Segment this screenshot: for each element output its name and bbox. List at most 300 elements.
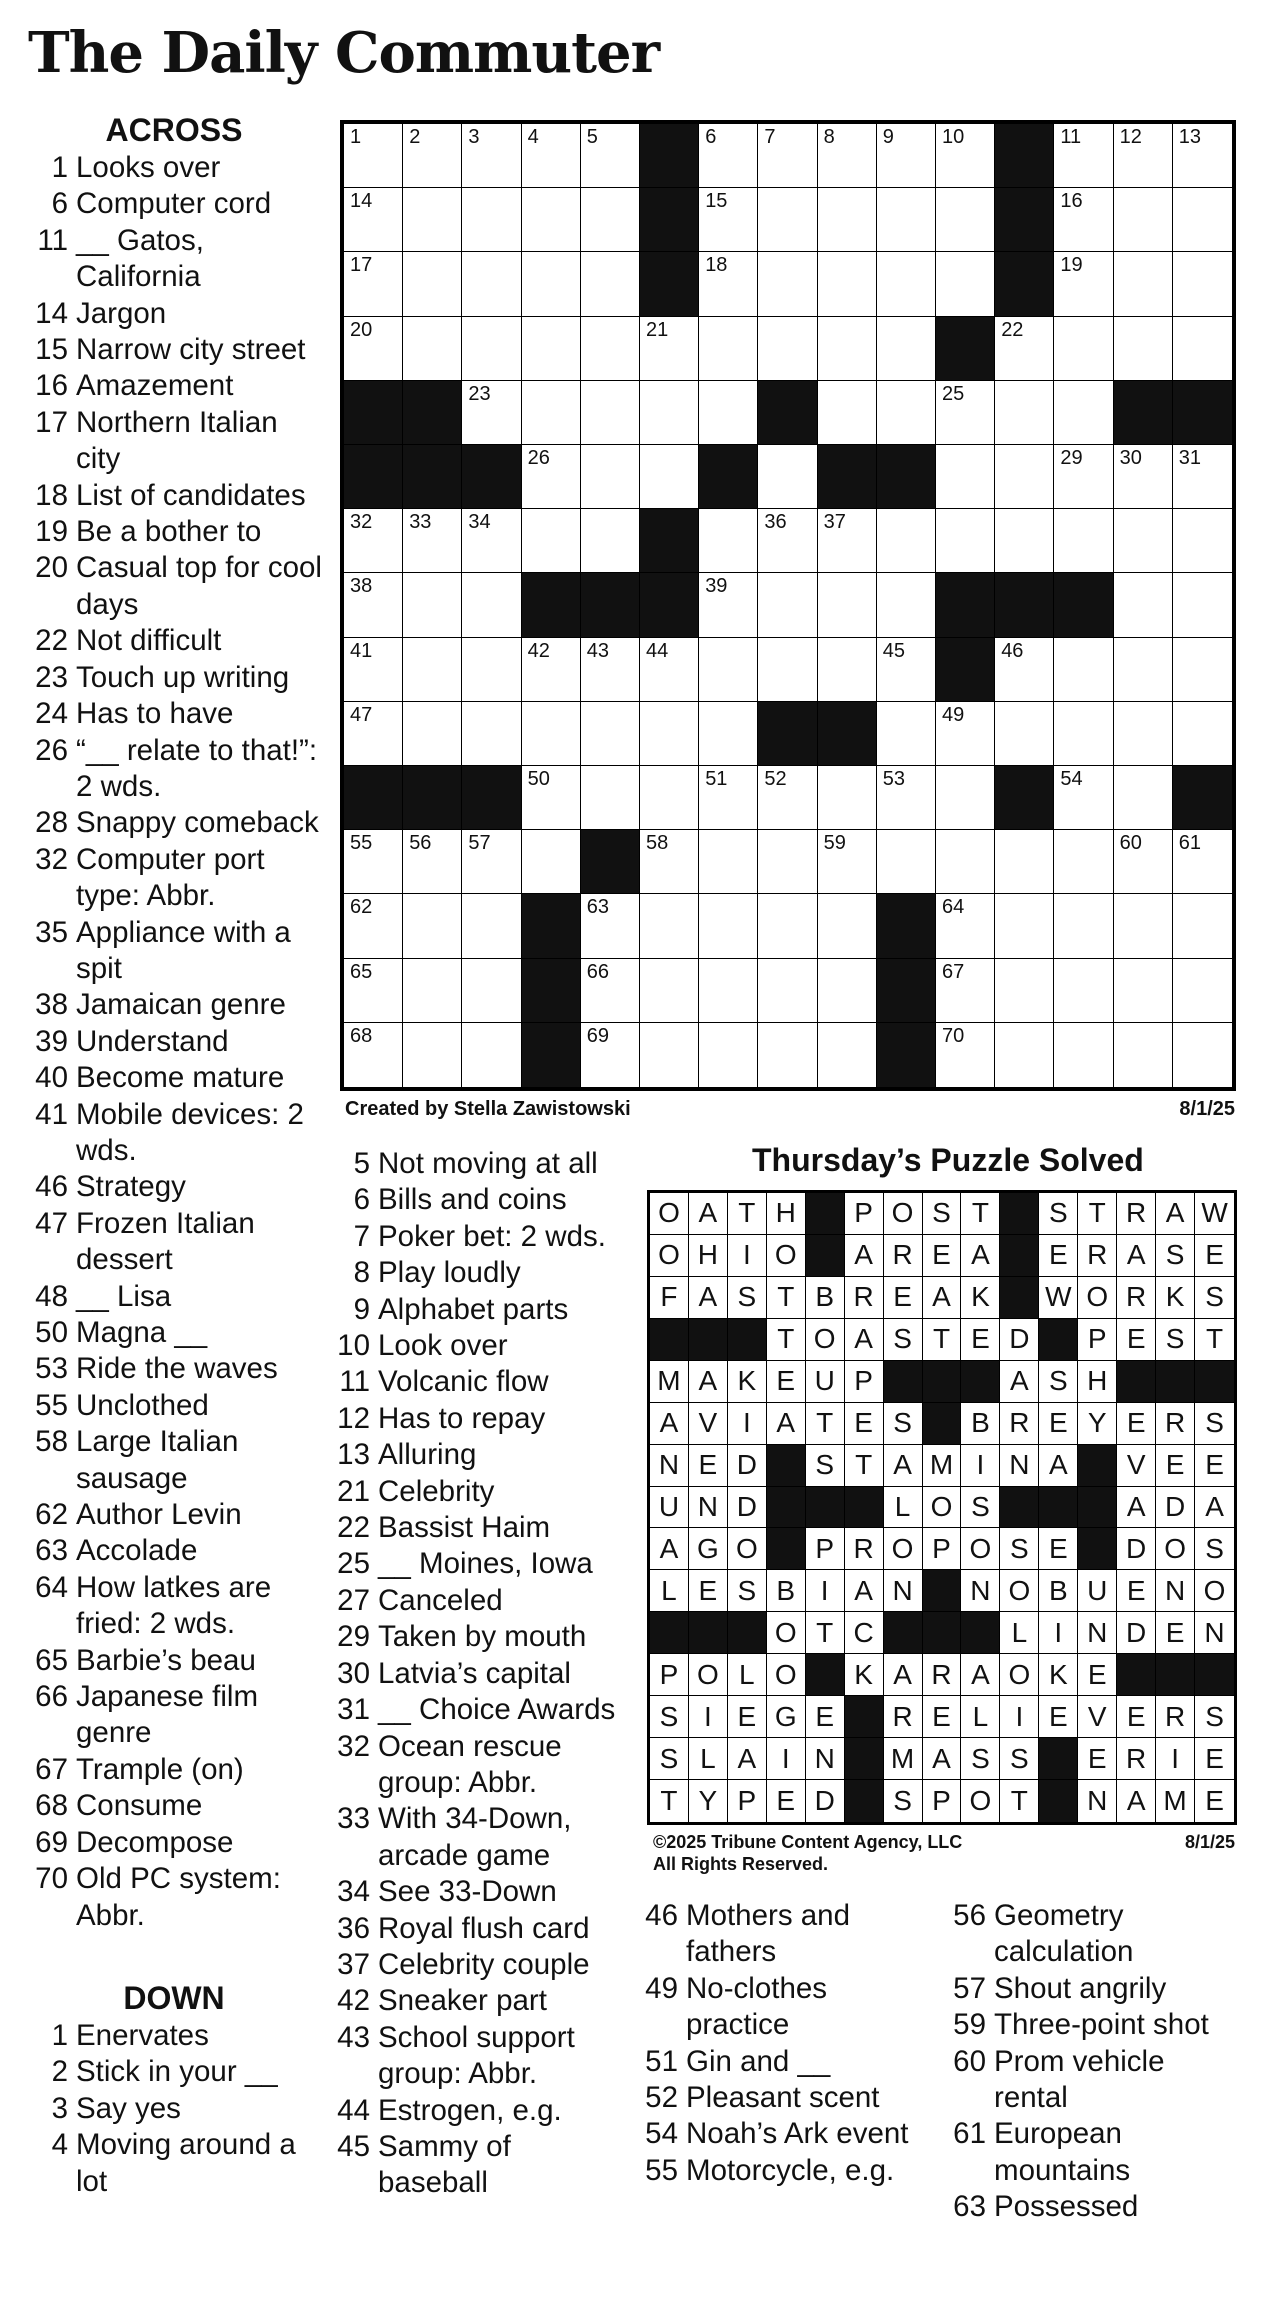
- grid-cell[interactable]: [1114, 638, 1173, 702]
- clue-item: [326, 1146, 626, 1182]
- solution-cell: [1117, 1319, 1156, 1361]
- clue-item: [326, 1182, 626, 1218]
- grid-cell[interactable]: [1054, 766, 1113, 830]
- grid-cell[interactable]: [462, 1023, 521, 1087]
- grid-cell[interactable]: [758, 317, 817, 381]
- grid-cell[interactable]: [1114, 702, 1173, 766]
- grid-cell[interactable]: [1173, 638, 1232, 702]
- solution-cell: [806, 1319, 845, 1361]
- grid-cell[interactable]: [818, 638, 877, 702]
- solution-letter: P: [659, 1658, 679, 1690]
- clue-item: [24, 1024, 324, 1060]
- grid-cell[interactable]: [1173, 317, 1232, 381]
- solution-black-square: [845, 1487, 884, 1529]
- grid-cell[interactable]: [936, 959, 995, 1023]
- grid-cell[interactable]: [522, 830, 581, 894]
- grid-cell[interactable]: [462, 959, 521, 1023]
- grid-cell[interactable]: [995, 830, 1054, 894]
- grid-cell[interactable]: [344, 573, 403, 637]
- grid-cell[interactable]: [640, 702, 699, 766]
- solution-letter: O: [658, 1197, 680, 1229]
- clue-text: Northern Italian city: [76, 405, 278, 476]
- solution-cell: [767, 1235, 806, 1277]
- grid-cell[interactable]: [640, 830, 699, 894]
- grid-cell[interactable]: [1054, 317, 1113, 381]
- grid-cell[interactable]: [818, 830, 877, 894]
- solution-letter: E: [1087, 1658, 1107, 1690]
- grid-cell[interactable]: [1114, 766, 1173, 830]
- solution-letter: E: [971, 1323, 990, 1355]
- grid-cell[interactable]: [403, 188, 462, 252]
- solution-letter: E: [815, 1700, 835, 1732]
- grid-cell[interactable]: [699, 317, 758, 381]
- grid-cell[interactable]: [1114, 509, 1173, 573]
- grid-cell[interactable]: [936, 830, 995, 894]
- clue-number: 1: [51, 151, 68, 184]
- grid-cell[interactable]: [403, 638, 462, 702]
- grid-cell[interactable]: [640, 381, 699, 445]
- grid-cell[interactable]: [936, 894, 995, 958]
- solution-letter: E: [1048, 1532, 1068, 1564]
- solution-cell: [1078, 1570, 1117, 1612]
- solution-cell: [923, 1319, 962, 1361]
- grid-cell[interactable]: [877, 766, 936, 830]
- clue-number: 64: [35, 1570, 68, 1604]
- clue-item: [634, 1971, 934, 2044]
- grid-cell[interactable]: [1054, 702, 1113, 766]
- grid-cell[interactable]: [522, 766, 581, 830]
- grid-cell[interactable]: [699, 702, 758, 766]
- grid-cell[interactable]: [818, 252, 877, 316]
- grid-cell[interactable]: [522, 188, 581, 252]
- grid-cell[interactable]: [1173, 573, 1232, 637]
- cell-number: 60: [1119, 832, 1142, 855]
- solution-letter: E: [776, 1785, 796, 1817]
- grid-cell[interactable]: [699, 894, 758, 958]
- grid-cell[interactable]: [344, 509, 403, 573]
- solution-letter: R: [1126, 1281, 1147, 1313]
- grid-cell[interactable]: [403, 252, 462, 316]
- grid-cell[interactable]: [758, 445, 817, 509]
- clue-text: __ Gatos, California: [76, 223, 204, 294]
- grid-cell[interactable]: [699, 830, 758, 894]
- grid-cell[interactable]: [1173, 1023, 1232, 1087]
- grid-cell[interactable]: [1114, 959, 1173, 1023]
- clue-number: 66: [35, 1680, 68, 1714]
- grid-cell[interactable]: [699, 573, 758, 637]
- grid-cell[interactable]: [640, 317, 699, 381]
- solution-letter: O: [930, 1490, 953, 1522]
- grid-cell[interactable]: [522, 445, 581, 509]
- grid-cell[interactable]: [403, 702, 462, 766]
- grid-cell[interactable]: [581, 766, 640, 830]
- clue-item: [24, 696, 324, 732]
- solution-letter: S: [1205, 1281, 1224, 1313]
- grid-cell[interactable]: [1173, 509, 1232, 573]
- grid-cell[interactable]: [581, 959, 640, 1023]
- solution-cell: [961, 1696, 1000, 1738]
- grid-cell[interactable]: [995, 445, 1054, 509]
- grid-cell[interactable]: [877, 509, 936, 573]
- grid-cell[interactable]: [1173, 252, 1232, 316]
- solution-cell: [1000, 1361, 1039, 1403]
- grid-cell[interactable]: [344, 317, 403, 381]
- clue-text: __ Lisa: [76, 1279, 172, 1313]
- grid-cell[interactable]: [522, 317, 581, 381]
- grid-cell[interactable]: [344, 702, 403, 766]
- grid-cell[interactable]: [344, 1023, 403, 1087]
- solution-cell: [728, 1235, 767, 1277]
- solution-cell: [689, 1403, 728, 1445]
- grid-cell[interactable]: [403, 573, 462, 637]
- grid-cell[interactable]: [462, 830, 521, 894]
- grid-cell[interactable]: [936, 381, 995, 445]
- grid-cell[interactable]: [995, 509, 1054, 573]
- grid-cell[interactable]: [758, 188, 817, 252]
- grid-cell[interactable]: [995, 894, 1054, 958]
- grid-cell[interactable]: [936, 445, 995, 509]
- clue-text: Moving around a lot: [76, 2128, 296, 2198]
- clue-text: Barbie’s beau: [76, 1643, 256, 1677]
- grid-cell[interactable]: [818, 959, 877, 1023]
- grid-cell[interactable]: [1054, 509, 1113, 573]
- solution-letter: R: [853, 1532, 874, 1564]
- solution-cell: [728, 1780, 767, 1822]
- solution-black-square: [1117, 1654, 1156, 1696]
- solution-cell: [845, 1654, 884, 1696]
- clue-item: [24, 2127, 324, 2200]
- cell-number: 41: [350, 639, 373, 662]
- grid-cell[interactable]: [758, 638, 817, 702]
- grid-cell[interactable]: [462, 573, 521, 637]
- clue-item: [24, 660, 324, 696]
- grid-cell[interactable]: [462, 124, 521, 188]
- grid-cell[interactable]: [1054, 959, 1113, 1023]
- grid-cell[interactable]: [581, 509, 640, 573]
- grid-black-square: [344, 766, 403, 830]
- solution-letter: P: [932, 1785, 951, 1817]
- solution-letter: P: [1087, 1323, 1107, 1355]
- grid-black-square: [522, 894, 581, 958]
- solution-cell: [961, 1570, 1000, 1612]
- grid-cell[interactable]: [1173, 445, 1232, 509]
- grid-cell[interactable]: [818, 573, 877, 637]
- solution-cell: [1195, 1528, 1234, 1570]
- grid-cell[interactable]: [877, 188, 936, 252]
- grid-cell[interactable]: [1114, 894, 1173, 958]
- clue-item: [24, 150, 324, 186]
- grid-cell[interactable]: [936, 702, 995, 766]
- puzzle-credit: Created by Stella Zawistowski: [345, 1098, 631, 1120]
- grid-black-square: [995, 766, 1054, 830]
- grid-cell[interactable]: [758, 894, 817, 958]
- solution-cell: [1117, 1487, 1156, 1529]
- grid-cell[interactable]: [758, 1023, 817, 1087]
- grid-cell[interactable]: [462, 381, 521, 445]
- grid-cell[interactable]: [344, 830, 403, 894]
- grid-cell[interactable]: [403, 830, 462, 894]
- solution-cell: [961, 1403, 1000, 1445]
- grid-cell[interactable]: [877, 830, 936, 894]
- grid-cell[interactable]: [699, 188, 758, 252]
- solution-letter: R: [892, 1700, 913, 1732]
- grid-cell[interactable]: [877, 573, 936, 637]
- solution-letter: H: [775, 1197, 796, 1229]
- solution-letter: D: [1164, 1490, 1186, 1522]
- grid-cell[interactable]: [1114, 830, 1173, 894]
- grid-cell[interactable]: [877, 381, 936, 445]
- clue-item: [24, 514, 324, 550]
- clue-item: [634, 2080, 934, 2116]
- solution-cell: [650, 1235, 689, 1277]
- solution-letter: A: [854, 1574, 873, 1606]
- grid-cell[interactable]: [699, 1023, 758, 1087]
- grid-cell[interactable]: [403, 317, 462, 381]
- grid-cell[interactable]: [818, 317, 877, 381]
- grid-cell[interactable]: [462, 188, 521, 252]
- grid-cell[interactable]: [818, 894, 877, 958]
- clue-number: 37: [337, 1947, 370, 1981]
- grid-cell[interactable]: [640, 959, 699, 1023]
- grid-cell[interactable]: [699, 124, 758, 188]
- grid-cell[interactable]: [995, 702, 1054, 766]
- grid-cell[interactable]: [1114, 317, 1173, 381]
- grid-cell[interactable]: [995, 381, 1054, 445]
- grid-cell[interactable]: [462, 894, 521, 958]
- grid-cell[interactable]: [1173, 124, 1232, 188]
- solution-cell: [650, 1528, 689, 1570]
- cell-number: 37: [823, 511, 846, 534]
- grid-cell[interactable]: [581, 1023, 640, 1087]
- grid-cell[interactable]: [1054, 1023, 1113, 1087]
- grid-cell[interactable]: [522, 381, 581, 445]
- grid-cell[interactable]: [758, 124, 817, 188]
- grid-cell[interactable]: [640, 445, 699, 509]
- solution-cell: [1195, 1570, 1234, 1612]
- grid-cell[interactable]: [403, 509, 462, 573]
- grid-cell[interactable]: [1054, 188, 1113, 252]
- grid-cell[interactable]: [403, 894, 462, 958]
- clue-text: Bassist Haim: [378, 1511, 551, 1545]
- grid-cell[interactable]: [1054, 381, 1113, 445]
- grid-cell[interactable]: [995, 638, 1054, 702]
- grid-cell[interactable]: [1173, 894, 1232, 958]
- grid-cell[interactable]: [462, 252, 521, 316]
- grid-cell[interactable]: [522, 702, 581, 766]
- grid-cell[interactable]: [581, 252, 640, 316]
- solution-cell: [806, 1570, 845, 1612]
- grid-cell[interactable]: [1173, 702, 1232, 766]
- clue-number: 33: [337, 1802, 370, 1836]
- solution-cell: [1039, 1654, 1078, 1696]
- grid-cell[interactable]: [344, 638, 403, 702]
- clue-text: Poker bet: 2 wds.: [378, 1219, 606, 1253]
- solution-letter: N: [1204, 1616, 1225, 1648]
- grid-cell[interactable]: [877, 317, 936, 381]
- grid-cell[interactable]: [462, 638, 521, 702]
- clue-item: [326, 1546, 626, 1582]
- grid-cell[interactable]: [1054, 252, 1113, 316]
- grid-cell[interactable]: [1114, 252, 1173, 316]
- grid-cell[interactable]: [581, 638, 640, 702]
- grid-black-square: [403, 445, 462, 509]
- solution-letter: A: [971, 1658, 990, 1690]
- solution-letter: T: [738, 1197, 756, 1229]
- grid-black-square: [640, 124, 699, 188]
- clue-text: Latvia’s capital: [378, 1656, 571, 1690]
- grid-cell[interactable]: [818, 1023, 877, 1087]
- grid-cell[interactable]: [581, 445, 640, 509]
- grid-cell[interactable]: [522, 509, 581, 573]
- grid-black-square: [995, 573, 1054, 637]
- grid-cell[interactable]: [1114, 1023, 1173, 1087]
- solution-letter: N: [1087, 1785, 1108, 1817]
- grid-cell[interactable]: [1173, 188, 1232, 252]
- grid-cell[interactable]: [699, 509, 758, 573]
- grid-cell[interactable]: [758, 509, 817, 573]
- grid-cell[interactable]: [344, 188, 403, 252]
- grid-cell[interactable]: [699, 252, 758, 316]
- clue-number: 18: [35, 478, 68, 512]
- grid-cell[interactable]: [640, 638, 699, 702]
- grid-cell[interactable]: [758, 252, 817, 316]
- grid-cell[interactable]: [403, 1023, 462, 1087]
- grid-cell[interactable]: [1054, 830, 1113, 894]
- grid-cell[interactable]: [1114, 445, 1173, 509]
- grid-cell[interactable]: [995, 317, 1054, 381]
- grid-cell[interactable]: [640, 1023, 699, 1087]
- grid-cell[interactable]: [462, 509, 521, 573]
- solution-black-square: [923, 1361, 962, 1403]
- grid-cell[interactable]: [995, 959, 1054, 1023]
- grid-cell[interactable]: [1173, 830, 1232, 894]
- cell-number: 32: [350, 511, 373, 534]
- solution-letter: M: [929, 1449, 954, 1481]
- grid-cell[interactable]: [758, 959, 817, 1023]
- grid-cell[interactable]: [877, 638, 936, 702]
- grid-cell[interactable]: [403, 959, 462, 1023]
- cell-number: 33: [409, 511, 432, 534]
- clue-number: 52: [645, 2081, 678, 2115]
- clue-text: Become mature: [76, 1061, 285, 1095]
- grid-cell[interactable]: [462, 317, 521, 381]
- grid-cell[interactable]: [640, 766, 699, 830]
- solution-cell: [1000, 1445, 1039, 1487]
- solution-letter: K: [1165, 1281, 1185, 1313]
- grid-cell[interactable]: [1114, 573, 1173, 637]
- grid-cell[interactable]: [1114, 188, 1173, 252]
- grid-cell[interactable]: [1054, 894, 1113, 958]
- grid-cell[interactable]: [581, 124, 640, 188]
- grid-cell[interactable]: [1173, 959, 1232, 1023]
- grid-cell[interactable]: [699, 381, 758, 445]
- grid-cell[interactable]: [581, 381, 640, 445]
- grid-cell[interactable]: [403, 124, 462, 188]
- grid-cell[interactable]: [936, 124, 995, 188]
- grid-cell[interactable]: [936, 509, 995, 573]
- grid-cell[interactable]: [818, 381, 877, 445]
- grid-cell[interactable]: [936, 188, 995, 252]
- grid-cell[interactable]: [818, 188, 877, 252]
- grid-cell[interactable]: [522, 638, 581, 702]
- grid-cell[interactable]: [581, 188, 640, 252]
- grid-cell[interactable]: [640, 894, 699, 958]
- solution-cell: [884, 1528, 923, 1570]
- clue-item: [24, 1206, 324, 1279]
- solution-cell: [767, 1277, 806, 1319]
- grid-cell[interactable]: [462, 702, 521, 766]
- solution-letter: K: [854, 1658, 873, 1690]
- clue-text: Has to have: [76, 697, 234, 731]
- grid-cell[interactable]: [758, 766, 817, 830]
- grid-cell[interactable]: [995, 1023, 1054, 1087]
- grid-cell[interactable]: [1114, 124, 1173, 188]
- grid-cell[interactable]: [1054, 445, 1113, 509]
- grid-cell[interactable]: [818, 124, 877, 188]
- grid-cell[interactable]: [581, 317, 640, 381]
- grid-cell[interactable]: [1054, 638, 1113, 702]
- grid-cell[interactable]: [522, 124, 581, 188]
- grid-cell[interactable]: [818, 766, 877, 830]
- grid-cell[interactable]: [522, 252, 581, 316]
- grid-cell[interactable]: [877, 252, 936, 316]
- solution-letter: S: [659, 1742, 679, 1774]
- grid-cell[interactable]: [1054, 124, 1113, 188]
- grid-cell[interactable]: [581, 894, 640, 958]
- grid-cell[interactable]: [699, 638, 758, 702]
- clue-number: 43: [337, 2020, 370, 2054]
- grid-cell[interactable]: [818, 509, 877, 573]
- grid-cell[interactable]: [936, 252, 995, 316]
- solution-letter: O: [774, 1239, 797, 1271]
- solution-letter: I: [742, 1239, 751, 1271]
- grid-cell[interactable]: [344, 959, 403, 1023]
- clue-item: [24, 2018, 324, 2054]
- crossword-grid[interactable]: [340, 120, 1236, 1091]
- grid-cell[interactable]: [344, 894, 403, 958]
- grid-cell[interactable]: [758, 573, 817, 637]
- solution-letter: T: [855, 1449, 873, 1481]
- solution-cell: [650, 1445, 689, 1487]
- solution-letter: O: [658, 1239, 680, 1271]
- solution-cell: [650, 1487, 689, 1529]
- clue-item: [634, 2116, 934, 2152]
- solution-cell: [961, 1780, 1000, 1822]
- grid-cell[interactable]: [758, 830, 817, 894]
- grid-cell[interactable]: [581, 702, 640, 766]
- solution-cell: [689, 1487, 728, 1529]
- grid-cell[interactable]: [344, 252, 403, 316]
- grid-cell[interactable]: [877, 702, 936, 766]
- solution-black-square: [923, 1403, 962, 1445]
- cell-number: 39: [705, 575, 728, 598]
- clue-item: [24, 223, 324, 296]
- grid-cell[interactable]: [936, 1023, 995, 1087]
- grid-cell[interactable]: [699, 959, 758, 1023]
- grid-cell[interactable]: [699, 766, 758, 830]
- grid-cell[interactable]: [936, 766, 995, 830]
- grid-black-square: [758, 381, 817, 445]
- grid-cell[interactable]: [344, 124, 403, 188]
- clue-item: [24, 1424, 324, 1497]
- clue-item: [326, 1911, 626, 1947]
- solution-cell: [1078, 1361, 1117, 1403]
- grid-cell[interactable]: [877, 124, 936, 188]
- grid-black-square: [877, 894, 936, 958]
- solution-cell: [1117, 1738, 1156, 1780]
- solution-letter: D: [736, 1449, 757, 1481]
- clue-item: [24, 1097, 324, 1170]
